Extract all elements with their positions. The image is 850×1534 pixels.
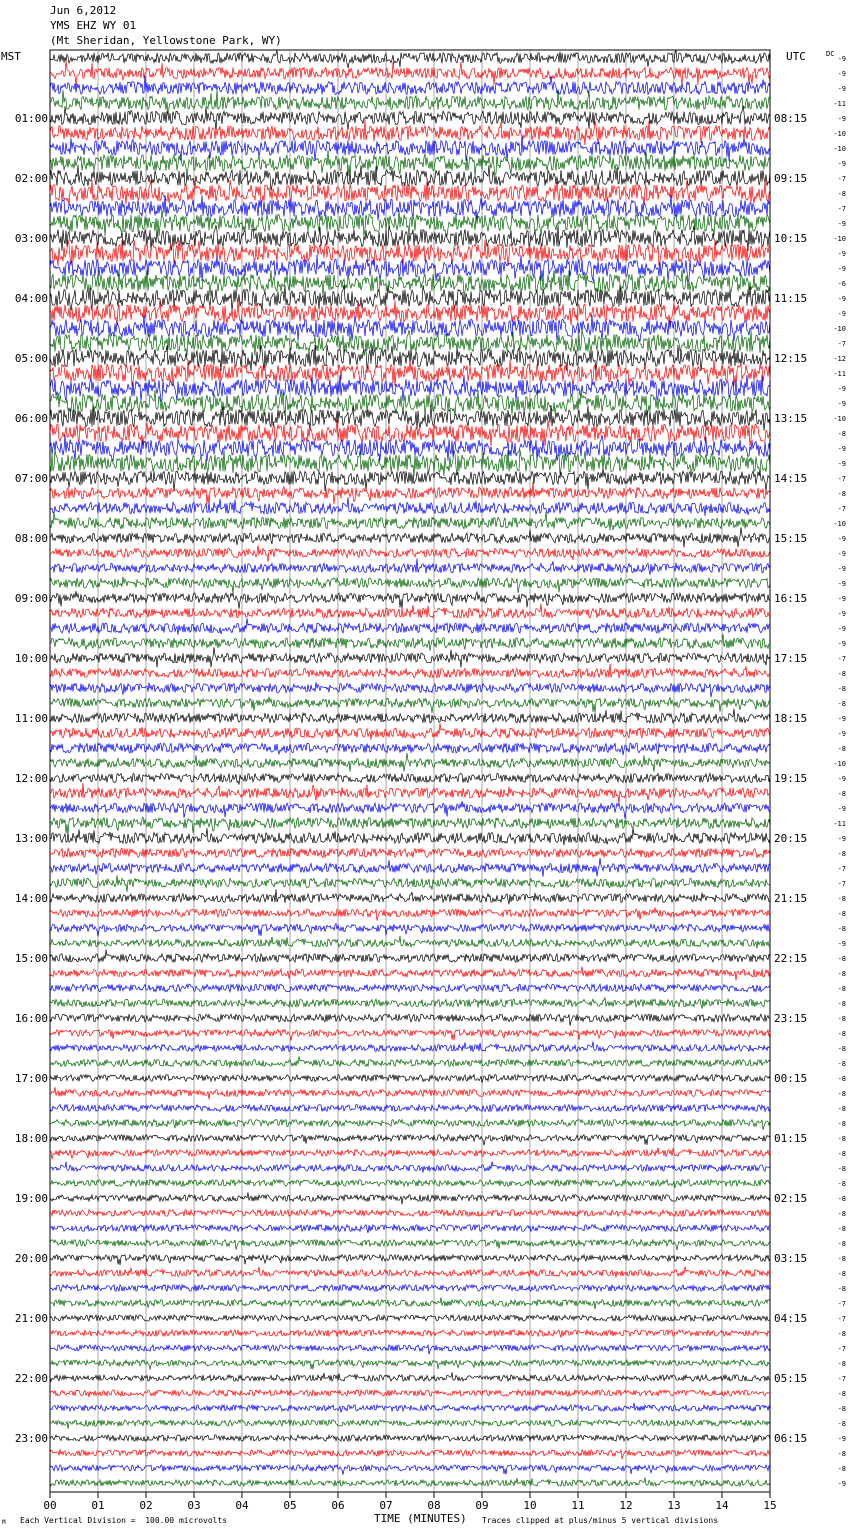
dc-offset-value: -8 (837, 1000, 846, 1008)
dc-offset-value: -9 (837, 805, 846, 813)
dc-offset-value: -10 (833, 145, 846, 153)
seismic-trace (50, 1042, 770, 1052)
dc-offset-value: -9 (837, 1480, 846, 1488)
dc-offset-value: -8 (837, 1420, 846, 1428)
seismic-trace (50, 512, 770, 530)
dc-offset-value: -9 (837, 265, 846, 273)
left-hour-label: 08:00 (14, 532, 48, 545)
seismic-trace (50, 889, 770, 904)
dc-offset-value: -8 (837, 1195, 846, 1203)
seismic-trace (50, 950, 770, 962)
dc-offset-value: -7 (837, 205, 846, 213)
right-hour-label: 18:15 (774, 712, 808, 725)
dc-offset-value: -9 (837, 730, 846, 738)
seismic-trace (50, 682, 770, 697)
seismic-trace (50, 828, 770, 846)
dc-offset-value: -10 (833, 235, 846, 243)
right-hour-label: 08:15 (774, 112, 808, 125)
dc-offset-value: -9 (837, 115, 846, 123)
dc-offset-value: -8 (837, 895, 846, 903)
seismic-trace (50, 591, 770, 609)
left-timezone-label: MST (1, 50, 21, 63)
seismic-trace (50, 783, 770, 804)
right-timezone-label: UTC (786, 50, 806, 63)
dc-offset-value: -8 (837, 1225, 846, 1233)
seismic-trace (50, 210, 770, 236)
right-hour-label: 16:15 (774, 592, 808, 605)
dc-offset-value: -10 (833, 415, 846, 423)
dc-offset-value: -9 (837, 70, 846, 78)
dc-offset-value: -7 (837, 880, 846, 888)
seismic-trace (50, 1403, 770, 1413)
seismic-trace (50, 997, 770, 1008)
dc-offset-header: DC (826, 50, 835, 58)
x-tick-label: 09 (475, 1499, 489, 1512)
seismic-trace (50, 1390, 770, 1397)
dc-offset-value: -8 (837, 1210, 846, 1218)
x-tick-label: 10 (523, 1499, 537, 1512)
dc-offset-value: -9 (837, 565, 846, 573)
seismic-trace (50, 1087, 770, 1099)
seismic-trace (50, 482, 770, 505)
right-hour-label: 12:15 (774, 352, 808, 365)
right-hour-label: 03:15 (774, 1252, 808, 1265)
x-tick-label: 14 (715, 1499, 729, 1512)
right-hour-label: 06:15 (774, 1432, 808, 1445)
seismic-trace (50, 1297, 770, 1309)
dc-offset-value: -8 (837, 1360, 846, 1368)
dc-offset-value: -10 (833, 325, 846, 333)
right-hour-label: 15:15 (774, 532, 808, 545)
dc-offset-value: -8 (837, 985, 846, 993)
dc-offset-value: -8 (837, 1240, 846, 1248)
dc-offset-value: -10 (833, 520, 846, 528)
dc-offset-value: -9 (837, 610, 846, 618)
dc-offset-value: -8 (837, 955, 846, 963)
station-code: YMS EHZ WY 01 (50, 19, 137, 32)
left-hour-label: 09:00 (14, 592, 48, 605)
dc-offset-value: -9 (837, 535, 846, 543)
x-tick-label: 04 (235, 1499, 249, 1512)
left-hour-label: 07:00 (14, 472, 48, 485)
seismic-trace (50, 545, 770, 562)
seismic-trace (50, 984, 770, 992)
seismic-trace (50, 375, 770, 401)
x-tick-label: 02 (139, 1499, 153, 1512)
seismic-trace (50, 858, 770, 877)
dc-offset-value: -8 (837, 190, 846, 198)
dc-offset-value: -9 (837, 940, 846, 948)
x-tick-label: 05 (283, 1499, 297, 1512)
seismic-trace (50, 1014, 770, 1025)
seismic-trace (50, 1465, 770, 1475)
seismic-trace (50, 1192, 770, 1204)
left-hour-label: 13:00 (14, 832, 48, 845)
left-hour-label: 20:00 (14, 1252, 48, 1265)
seismic-trace (50, 647, 770, 667)
x-tick-label: 00 (43, 1499, 57, 1512)
left-hour-label: 10:00 (14, 652, 48, 665)
left-hour-label: 01:00 (14, 112, 48, 125)
left-hour-label: 12:00 (14, 772, 48, 785)
seismic-trace (50, 1162, 770, 1173)
dc-offset-value: -7 (837, 655, 846, 663)
seismic-trace (50, 697, 770, 713)
seismic-trace (50, 817, 770, 834)
seismic-trace (50, 1285, 770, 1292)
seismic-trace (50, 1210, 770, 1217)
right-hour-label: 17:15 (774, 652, 808, 665)
seismic-trace (50, 801, 770, 819)
dc-offset-value: -11 (833, 100, 846, 108)
seismic-trace (50, 849, 770, 858)
right-hour-label: 05:15 (774, 1372, 808, 1385)
x-tick-label: 11 (571, 1499, 585, 1512)
dc-offset-value: -10 (833, 130, 846, 138)
dc-offset-value: -8 (837, 910, 846, 918)
dc-offset-value: -8 (837, 1045, 846, 1053)
dc-offset-value: -9 (837, 250, 846, 258)
seismic-trace (50, 135, 770, 161)
dc-offset-value: -8 (837, 1060, 846, 1068)
seismic-trace (50, 270, 770, 296)
dc-offset-value: -9 (837, 1435, 846, 1443)
right-hour-label: 23:15 (774, 1012, 808, 1025)
dc-offset-value: -8 (837, 925, 846, 933)
dc-offset-value: -7 (837, 1345, 846, 1353)
seismic-trace (50, 875, 770, 892)
dc-offset-value: -8 (837, 1465, 846, 1473)
dc-offset-value: -9 (837, 460, 846, 468)
dc-offset-value: -8 (837, 1405, 846, 1413)
right-hour-label: 19:15 (774, 772, 808, 785)
dc-offset-value: -8 (837, 1090, 846, 1098)
dc-offset-value: -8 (837, 700, 846, 708)
left-hour-label: 19:00 (14, 1192, 48, 1205)
logo-mark: M (2, 1519, 6, 1526)
dc-offset-value: -8 (837, 1030, 846, 1038)
dc-offset-value: -9 (837, 85, 846, 93)
seismic-trace (50, 773, 770, 784)
dc-offset-value: -8 (837, 490, 846, 498)
x-tick-label: 08 (427, 1499, 441, 1512)
seismic-trace (50, 709, 770, 723)
dc-offset-value: -8 (837, 1270, 846, 1278)
seismic-trace (50, 908, 770, 921)
dc-offset-value: -8 (837, 745, 846, 753)
dc-offset-value: -9 (837, 550, 846, 558)
right-hour-label: 22:15 (774, 952, 808, 965)
dc-offset-value: -8 (837, 850, 846, 858)
dc-offset-value: -7 (837, 1315, 846, 1323)
dc-offset-value: -9 (837, 385, 846, 393)
dc-offset-value: -9 (837, 715, 846, 723)
right-hour-label: 21:15 (774, 892, 808, 905)
scale-note: Each Vertical Division = 100.00 microvolts (20, 1516, 228, 1525)
left-hour-label: 06:00 (14, 412, 48, 425)
dc-offset-value: -8 (837, 790, 846, 798)
seismic-trace (50, 753, 770, 772)
dc-offset-value: -8 (837, 1135, 846, 1143)
dc-offset-value: -6 (837, 280, 846, 288)
dc-offset-value: -12 (833, 355, 846, 363)
dc-offset-value: -8 (837, 1075, 846, 1083)
dc-offset-value: -11 (833, 820, 846, 828)
seismic-trace (50, 723, 770, 739)
dc-offset-value: -7 (837, 1300, 846, 1308)
left-hour-label: 04:00 (14, 292, 48, 305)
x-tick-label: 15 (763, 1499, 777, 1512)
dc-offset-value: -8 (837, 1165, 846, 1173)
seismic-trace (50, 1135, 770, 1146)
dc-offset-value: -8 (837, 1015, 846, 1023)
dc-offset-value: -8 (837, 1180, 846, 1188)
seismic-trace (50, 924, 770, 937)
dc-offset-value: -8 (837, 1105, 846, 1113)
dc-offset-value: -7 (837, 505, 846, 513)
left-hour-label: 16:00 (14, 1012, 48, 1025)
dc-offset-value: -11 (833, 370, 846, 378)
seismic-trace (50, 1315, 770, 1321)
dc-offset-value: -8 (837, 1255, 846, 1263)
right-hour-label: 09:15 (774, 172, 808, 185)
right-hour-label: 00:15 (774, 1072, 808, 1085)
right-hour-label: 10:15 (774, 232, 808, 245)
x-tick-label: 12 (619, 1499, 633, 1512)
dc-offset-value: -8 (837, 1120, 846, 1128)
seismic-trace (50, 1360, 770, 1370)
right-hour-label: 04:15 (774, 1312, 808, 1325)
left-hour-label: 21:00 (14, 1312, 48, 1325)
dc-offset-value: -8 (837, 1390, 846, 1398)
dc-offset-value: -7 (837, 1375, 846, 1383)
dc-offset-value: -7 (837, 340, 846, 348)
dc-offset-value: -8 (837, 1330, 846, 1338)
seismic-trace (50, 120, 770, 145)
seismic-trace (50, 255, 770, 281)
seismic-trace (50, 61, 770, 86)
dc-offset-value: -9 (837, 595, 846, 603)
right-hour-label: 02:15 (774, 1192, 808, 1205)
right-hour-label: 01:15 (774, 1132, 808, 1145)
dc-offset-value: -9 (837, 775, 846, 783)
seismic-trace (50, 577, 770, 594)
dc-offset-value: -8 (837, 670, 846, 678)
seismic-trace (50, 76, 770, 95)
seismic-trace (50, 1449, 770, 1459)
x-axis-title: TIME (MINUTES) (374, 1512, 467, 1525)
right-hour-label: 13:15 (774, 412, 808, 425)
dc-offset-value: -8 (837, 685, 846, 693)
seismic-trace (50, 634, 770, 651)
dc-offset-value: -9 (837, 295, 846, 303)
seismic-trace (50, 1119, 770, 1130)
seismic-trace (50, 1477, 770, 1486)
seismic-trace (50, 664, 770, 679)
left-hour-label: 05:00 (14, 352, 48, 365)
dc-offset-value: -8 (837, 1450, 846, 1458)
dc-offset-value: -9 (837, 400, 846, 408)
dc-offset-value: -8 (837, 1285, 846, 1293)
seismic-trace (50, 497, 770, 515)
dc-offset-value: -9 (837, 160, 846, 168)
dc-offset-value: -9 (837, 625, 846, 633)
seismic-trace (50, 936, 770, 948)
dc-offset-value: -8 (837, 1150, 846, 1158)
right-hour-label: 11:15 (774, 292, 808, 305)
seismic-trace (50, 1329, 770, 1337)
seismic-trace (50, 743, 770, 755)
dc-offset-value: -9 (837, 835, 846, 843)
seismic-trace (50, 1267, 770, 1278)
dc-offset-value: -9 (837, 310, 846, 318)
seismic-trace (50, 1255, 770, 1265)
left-hour-label: 23:00 (14, 1432, 48, 1445)
dc-offset-value: -9 (837, 580, 846, 588)
left-hour-label: 03:00 (14, 232, 48, 245)
seismic-trace (50, 50, 770, 68)
seismic-trace (50, 559, 770, 575)
x-tick-label: 03 (187, 1499, 201, 1512)
left-hour-label: 15:00 (14, 952, 48, 965)
x-tick-label: 07 (379, 1499, 393, 1512)
seismic-trace (50, 1420, 770, 1429)
seismic-trace (50, 1240, 770, 1251)
seismic-trace (50, 240, 770, 266)
dc-offset-value: -7 (837, 865, 846, 873)
dc-offset-value: -7 (837, 475, 846, 483)
seismic-trace (50, 618, 770, 634)
right-hour-label: 20:15 (774, 832, 808, 845)
dc-offset-value: -8 (837, 970, 846, 978)
left-hour-label: 22:00 (14, 1372, 48, 1385)
x-tick-label: 13 (667, 1499, 681, 1512)
left-hour-label: 14:00 (14, 892, 48, 905)
station-location: (Mt Sheridan, Yellowstone Park, WY) (50, 34, 282, 47)
plot-date: Jun 6,2012 (50, 4, 117, 17)
seismic-trace (50, 1075, 770, 1083)
seismic-trace (50, 1180, 770, 1188)
dc-offset-value: -9 (837, 220, 846, 228)
seismic-trace (50, 1435, 770, 1443)
seismic-trace (50, 527, 770, 547)
seismic-trace (50, 1056, 770, 1067)
dc-offset-value: -9 (837, 640, 846, 648)
left-hour-label: 02:00 (14, 172, 48, 185)
left-hour-label: 17:00 (14, 1072, 48, 1085)
dc-offset-value: -7 (837, 175, 846, 183)
dc-offset-value: -8 (837, 430, 846, 438)
left-hour-label: 18:00 (14, 1132, 48, 1145)
right-hour-label: 14:15 (774, 472, 808, 485)
seismic-trace (50, 967, 770, 981)
seismic-trace (50, 1148, 770, 1160)
dc-offset-value: -9 (837, 55, 846, 63)
seismic-trace (50, 1224, 770, 1233)
x-tick-label: 06 (331, 1499, 345, 1512)
x-tick-label: 01 (91, 1499, 105, 1512)
seismic-trace (50, 1372, 770, 1381)
dc-offset-value: -10 (833, 760, 846, 768)
seismic-trace (50, 1030, 770, 1041)
seismic-trace (50, 1105, 770, 1112)
seismic-trace (50, 604, 770, 618)
clip-note: Traces clipped at plus/minus 5 vertical divisions (482, 1516, 719, 1525)
left-hour-label: 11:00 (14, 712, 48, 725)
dc-offset-value: -9 (837, 445, 846, 453)
seismic-trace (50, 1345, 770, 1354)
